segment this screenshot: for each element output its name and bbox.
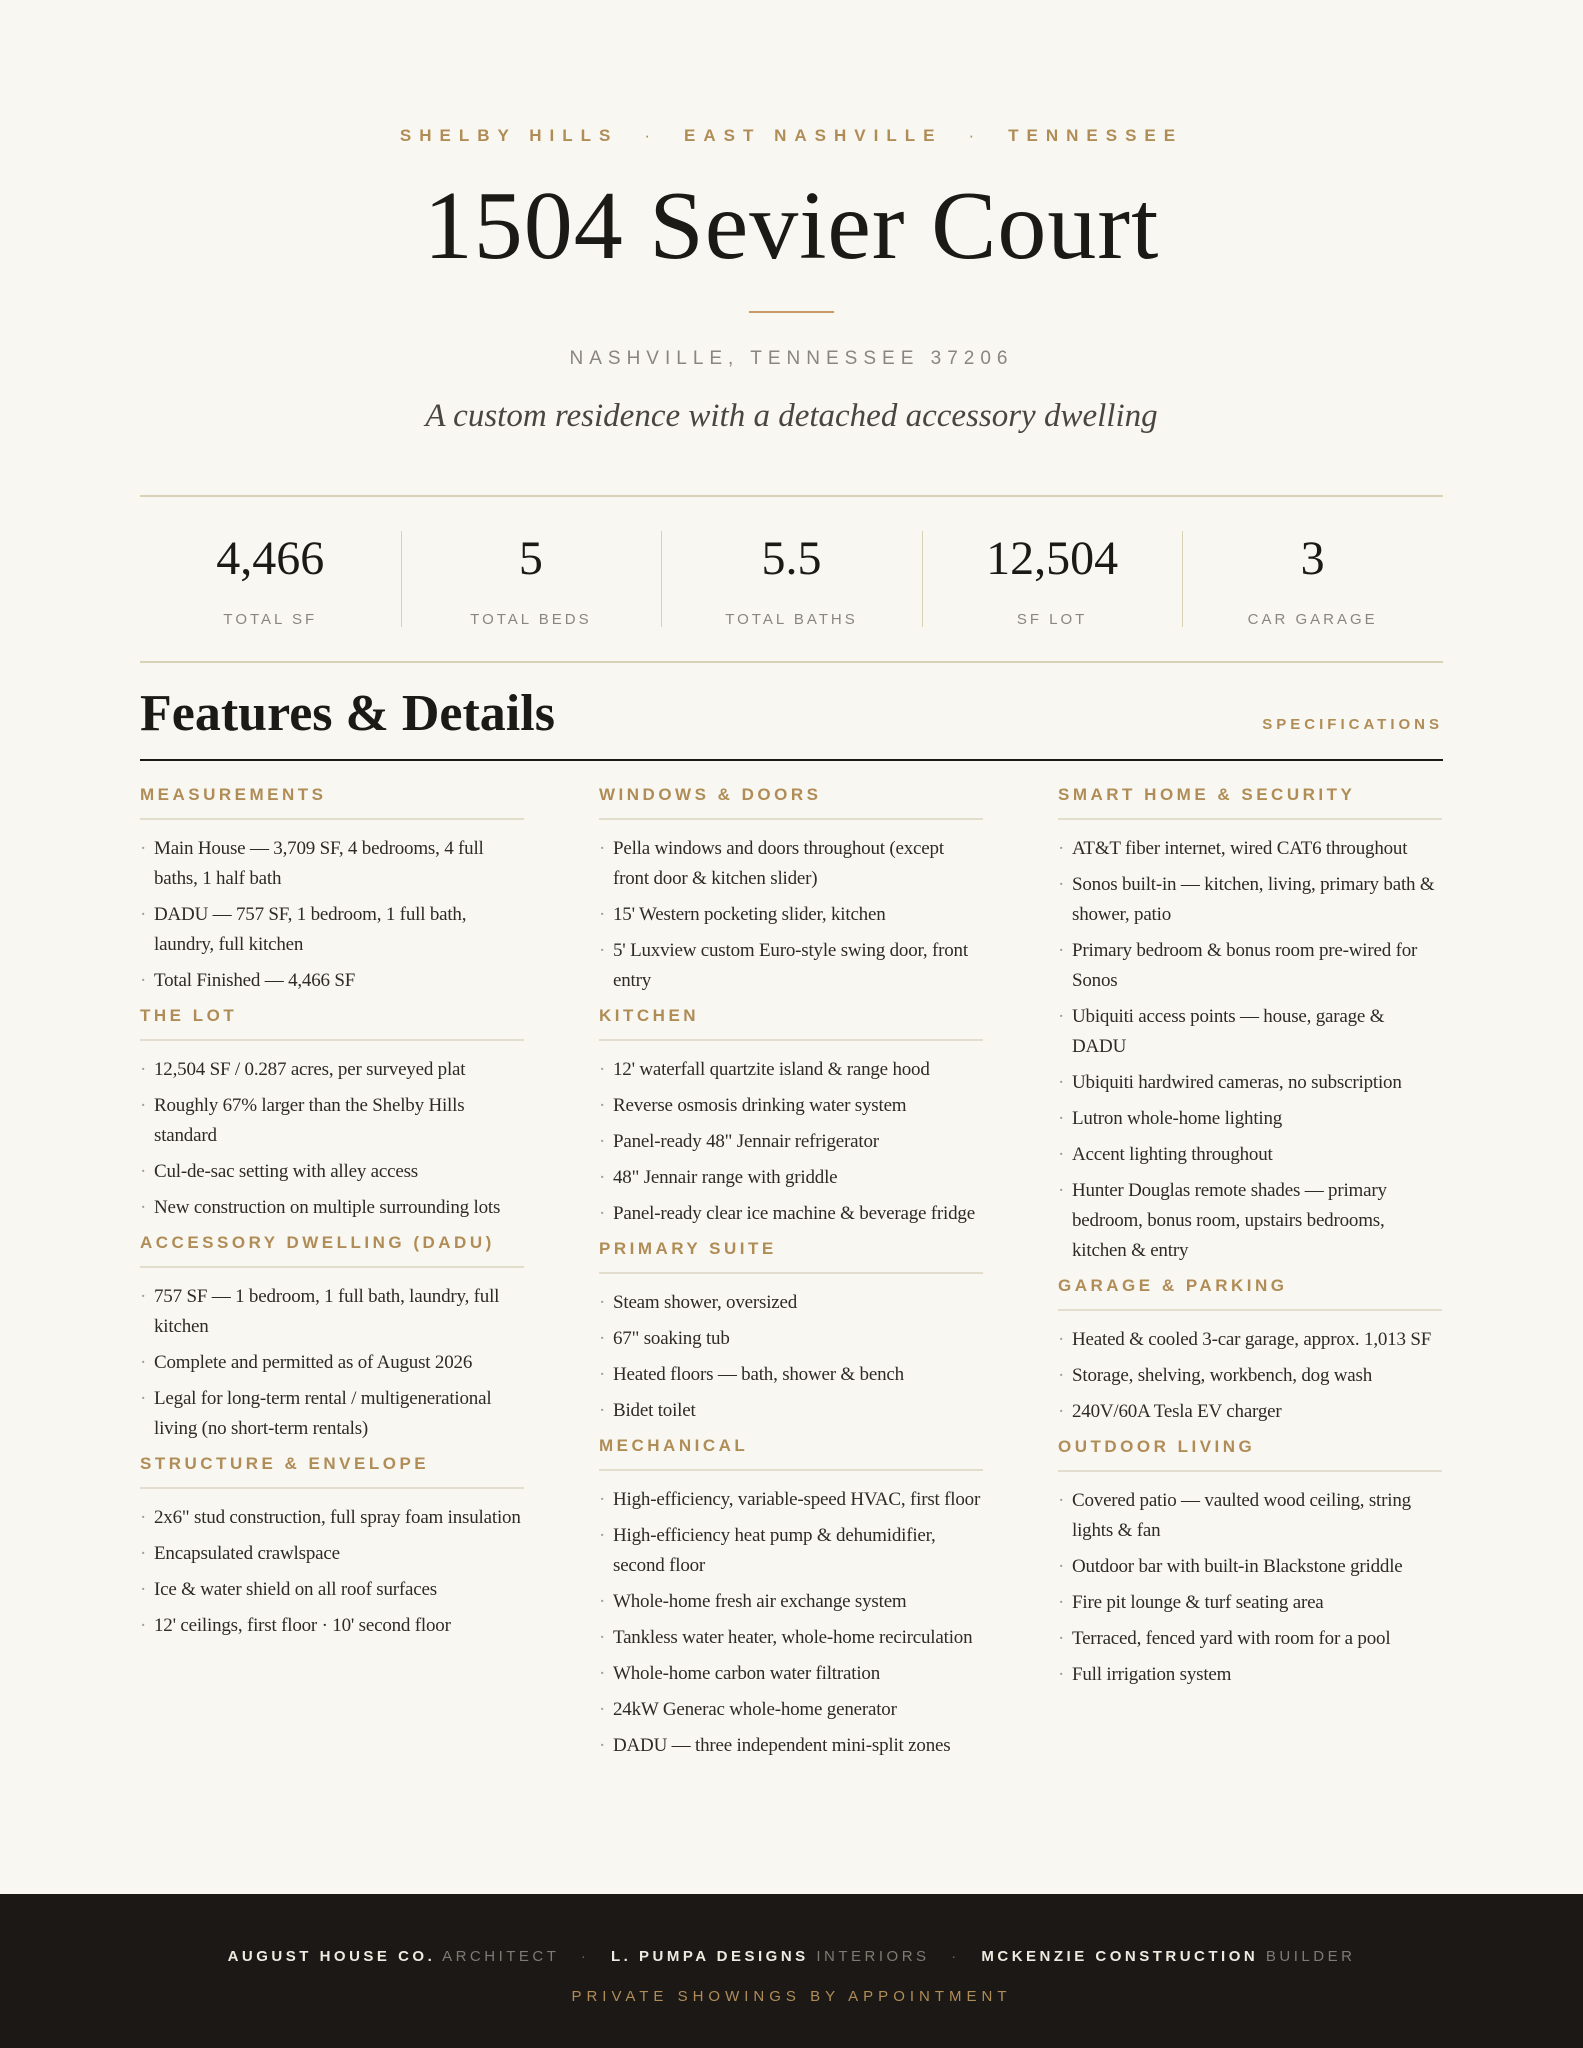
feature-item: · 15' Western pocketing slider, kitchen (599, 900, 983, 930)
feature-item: · DADU — three independent mini-split zones (599, 1731, 983, 1761)
feature-list (1058, 1311, 1442, 1427)
kicker-area: EAST NASHVILLE (684, 126, 943, 145)
stats-bar (140, 495, 1443, 663)
stat-value: 3 (1300, 532, 1325, 585)
features-column-2 (599, 785, 983, 1771)
feature-item: · Panel-ready clear ice machine & beverage fridge (599, 1199, 983, 1229)
feature-item: · Terraced, fenced yard with room for a pool (1058, 1624, 1442, 1654)
feature-list (599, 820, 983, 996)
title-divider (749, 311, 834, 313)
showings-note: PRIVATE SHOWINGS BY APPOINTMENT (571, 1988, 1012, 2005)
stat-value: 5 (518, 532, 543, 585)
feature-category-title: OUTDOOR LIVING (1058, 1437, 1442, 1472)
feature-item: · 2x6" stud construction, full spray foam insulation (140, 1503, 524, 1533)
feature-category (599, 1239, 983, 1426)
feature-item: · Fire pit lounge & turf seating area (1058, 1588, 1442, 1618)
feature-item: · 12,504 SF / 0.287 acres, per surveyed plat (140, 1055, 524, 1085)
feature-item: · Reverse osmosis drinking water system (599, 1091, 983, 1121)
credit-separator: · (951, 1948, 960, 1965)
stat-total-baths (661, 497, 922, 661)
feature-item: · Whole-home fresh air exchange system (599, 1587, 983, 1617)
feature-item: · Storage, shelving, workbench, dog wash (1058, 1361, 1442, 1391)
features-column-3 (1058, 785, 1442, 1700)
feature-list (599, 1274, 983, 1426)
property-tagline: A custom residence with a detached accessory dwelling (425, 398, 1158, 434)
feature-item: · Whole-home carbon water filtration (599, 1659, 983, 1689)
feature-item: · Roughly 67% larger than the Shelby Hills standard (140, 1091, 524, 1151)
feature-item: · Primary bedroom & bonus room pre-wired for Sonos (1058, 936, 1442, 996)
features-column-1 (140, 785, 524, 1651)
feature-list (140, 1268, 524, 1444)
property-address: NASHVILLE, TENNESSEE 37206 (569, 348, 1014, 369)
feature-category-title: MEASUREMENTS (140, 785, 524, 820)
feature-item: · DADU — 757 SF, 1 bedroom, 1 full bath, laundry, full kitchen (140, 900, 524, 960)
feature-item: · 240V/60A Tesla EV charger (1058, 1397, 1442, 1427)
stat-label: CAR GARAGE (1247, 611, 1378, 628)
feature-item: · 5' Luxview custom Euro-style swing door, front entry (599, 936, 983, 996)
footer (0, 1894, 1583, 2048)
feature-list (599, 1041, 983, 1229)
credit-architect-name: AUGUST HOUSE CO. (227, 1948, 436, 1965)
credits-line (0, 1948, 1583, 1965)
feature-item: · Sonos built-in — kitchen, living, primary bath & shower, patio (1058, 870, 1442, 930)
feature-item: · Ubiquiti hardwired cameras, no subscription (1058, 1068, 1442, 1098)
feature-item: · 12' waterfall quartzite island & range hood (599, 1055, 983, 1085)
stat-total-beds (401, 497, 662, 661)
feature-item: · High-efficiency, variable-speed HVAC, first floor (599, 1485, 983, 1515)
feature-item: · Full irrigation system (1058, 1660, 1442, 1690)
feature-item: · Complete and permitted as of August 2026 (140, 1348, 524, 1378)
feature-item: · Legal for long-term rental / multigenerational living (no short-term rentals) (140, 1384, 524, 1444)
feature-category-title: GARAGE & PARKING (1058, 1276, 1442, 1311)
stat-label: TOTAL SF (223, 611, 318, 628)
feature-category-title: THE LOT (140, 1006, 524, 1041)
feature-item: · Bidet toilet (599, 1396, 983, 1426)
feature-category (599, 1006, 983, 1229)
stat-car-garage (1182, 497, 1443, 661)
feature-category (599, 785, 983, 996)
kicker-separator: · (968, 126, 983, 145)
feature-item: · Pella windows and doors throughout (except front door & kitchen slider) (599, 834, 983, 894)
stat-label: TOTAL BATHS (725, 611, 858, 628)
kicker-state: TENNESSEE (1008, 126, 1184, 145)
stat-value: 4,466 (216, 532, 325, 585)
feature-item: · AT&T fiber internet, wired CAT6 throughout (1058, 834, 1442, 864)
feature-category (140, 785, 524, 996)
feature-item: · Accent lighting throughout (1058, 1140, 1442, 1170)
features-heading: Features & Details (140, 685, 555, 742)
kicker-neighborhood: SHELBY HILLS (399, 126, 619, 145)
feature-item: · 48" Jennair range with griddle (599, 1163, 983, 1193)
feature-item: · Steam shower, oversized (599, 1288, 983, 1318)
feature-item: · 757 SF — 1 bedroom, 1 full bath, laundry, full kitchen (140, 1282, 524, 1342)
feature-category (140, 1006, 524, 1223)
feature-item: · Ubiquiti access points — house, garage & DADU (1058, 1002, 1442, 1062)
feature-item: · Heated floors — bath, shower & bench (599, 1360, 983, 1390)
feature-category (140, 1233, 524, 1444)
feature-item: · Total Finished — 4,466 SF (140, 966, 524, 996)
credit-separator: · (580, 1948, 590, 1965)
feature-item: · Lutron whole-home lighting (1058, 1104, 1442, 1134)
stat-sf-lot (922, 497, 1183, 661)
feature-list (140, 1041, 524, 1223)
feature-list (140, 820, 524, 996)
feature-category (1058, 1276, 1442, 1427)
feature-item: · 12' ceilings, first floor · 10' second floor (140, 1611, 524, 1641)
feature-item: · Encapsulated crawlspace (140, 1539, 524, 1569)
stat-label: SF LOT (1016, 611, 1088, 628)
feature-item: · Cul-de-sac setting with alley access (140, 1157, 524, 1187)
kicker-separator: · (644, 126, 659, 145)
feature-category-title: KITCHEN (599, 1006, 983, 1041)
credit-interiors-name: L. PUMPA DESIGNS (611, 1948, 809, 1965)
stat-total-sf (140, 497, 401, 661)
feature-item: · Tankless water heater, whole-home recirculation (599, 1623, 983, 1653)
feature-item: · High-efficiency heat pump & dehumidifier, second floor (599, 1521, 983, 1581)
location-kicker (0, 126, 1583, 146)
feature-list (599, 1471, 983, 1761)
feature-category (1058, 785, 1442, 1266)
specifications-label: SPECIFICATIONS (1262, 716, 1443, 733)
feature-category-title: MECHANICAL (599, 1436, 983, 1471)
feature-item: · Panel-ready 48" Jennair refrigerator (599, 1127, 983, 1157)
feature-item: · New construction on multiple surrounding lots (140, 1193, 524, 1223)
feature-category (140, 1454, 524, 1641)
feature-list (1058, 820, 1442, 1266)
feature-category (1058, 1437, 1442, 1690)
feature-category-title: WINDOWS & DOORS (599, 785, 983, 820)
stat-label: TOTAL BEDS (470, 611, 592, 628)
feature-item: · Outdoor bar with built-in Blackstone griddle (1058, 1552, 1442, 1582)
feature-item: · 24kW Generac whole-home generator (599, 1695, 983, 1725)
credit-builder-name: MCKENZIE CONSTRUCTION (981, 1948, 1259, 1965)
feature-category-title: PRIMARY SUITE (599, 1239, 983, 1274)
features-divider (140, 759, 1443, 761)
feature-item: · Hunter Douglas remote shades — primary bedroom, bonus room, upstairs bedrooms, kitchen & entry (1058, 1176, 1442, 1266)
feature-item: · 67" soaking tub (599, 1324, 983, 1354)
feature-list (1058, 1472, 1442, 1690)
feature-category-title: SMART HOME & SECURITY (1058, 785, 1442, 820)
property-title: 1504 Sevier Court (423, 172, 1160, 280)
feature-item: · Ice & water shield on all roof surfaces (140, 1575, 524, 1605)
feature-category-title: ACCESSORY DWELLING (DADU) (140, 1233, 524, 1268)
feature-item: · Heated & cooled 3-car garage, approx. 1,013 SF (1058, 1325, 1442, 1355)
stat-value: 5.5 (761, 532, 822, 585)
feature-item: · Main House — 3,709 SF, 4 bedrooms, 4 full baths, 1 half bath (140, 834, 524, 894)
stat-value: 12,504 (986, 532, 1119, 585)
feature-category-title: STRUCTURE & ENVELOPE (140, 1454, 524, 1489)
credit-interiors-role: INTERIORS (816, 1948, 930, 1965)
feature-item: · Covered patio — vaulted wood ceiling, string lights & fan (1058, 1486, 1442, 1546)
credit-architect-role: ARCHITECT (442, 1948, 560, 1965)
credit-builder-role: BUILDER (1265, 1948, 1356, 1965)
feature-list (140, 1489, 524, 1641)
feature-category (599, 1436, 983, 1761)
